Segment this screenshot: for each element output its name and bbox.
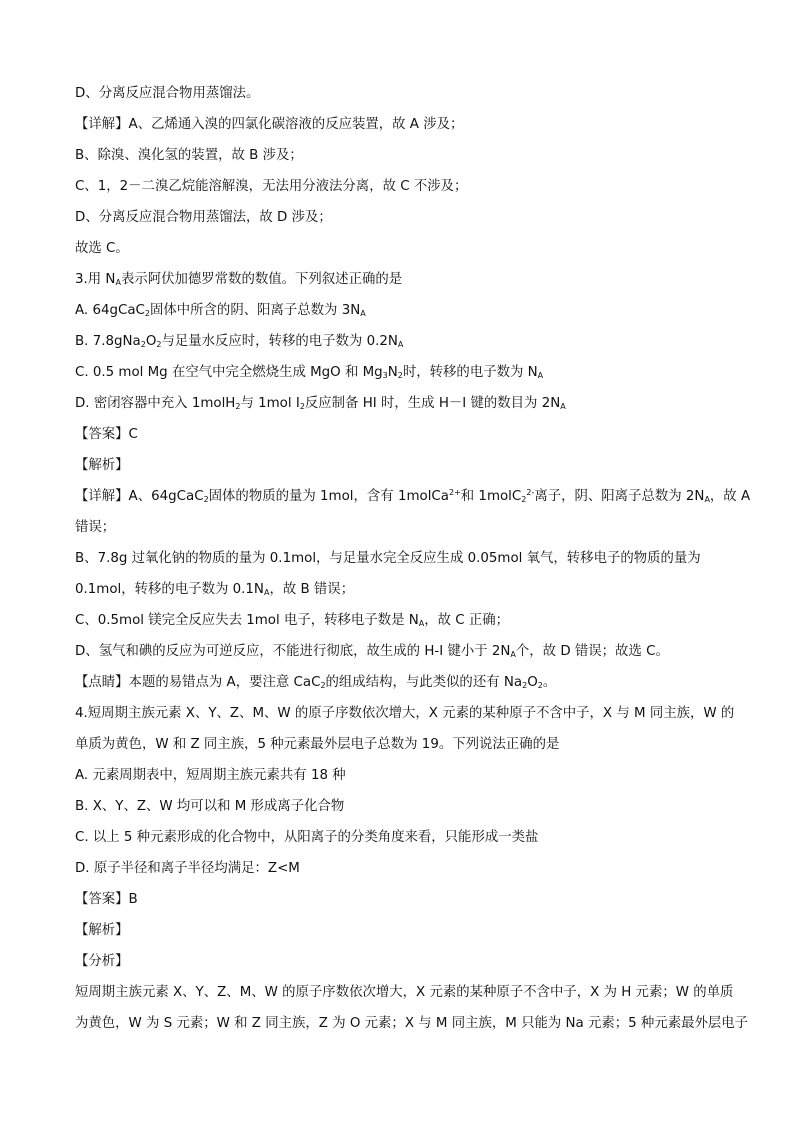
- q3-option-a-sub: A: [360, 309, 366, 318]
- q3-option-b-text: O: [145, 334, 157, 349]
- q3-option-b-sub: 2: [156, 340, 162, 349]
- q3-detail-a-text: 离子，阴、阳离子总数为 2N: [534, 489, 705, 504]
- q3-option-c: [75, 364, 733, 382]
- q3-detail-a-text: 【详解】A、64gCaC: [75, 489, 204, 504]
- q4-fenxi-line1: 短周期主族元素 X、Y、Z、M、W 的原子序数依次增大，X 元素的某种原子不含中子，X 为 H 元素；W 的单质: [75, 985, 734, 1000]
- q4-fenxi-label: 【分析】: [75, 954, 129, 969]
- q3-option-a-sub: 2: [144, 309, 150, 318]
- q3-detail-b-text: 0.1mol，转移的电子数为 0.1N: [75, 582, 264, 597]
- q3-detail-a-line2: 错误；: [75, 520, 116, 535]
- q3-option-c-sub: A: [537, 371, 544, 380]
- q3-tip-text: 的组成结构，与此类似的还有 Na: [325, 675, 523, 690]
- q3-tip-sub: 2: [522, 681, 528, 690]
- q3-detail-a-sup: 2-: [526, 488, 535, 497]
- q4-fenxi-line2: 为黄色，W 为 S 元素；W 和 Z 同主族，Z 为 O 元素；X 与 M 同主族，M 只能为 Na 元素；5 种元素最外层电子: [75, 1016, 749, 1031]
- q2-detail-d: D、分离反应混合物用蒸馏法，故 D 涉及；: [75, 210, 332, 225]
- q3-tip-sub: 2: [537, 681, 543, 690]
- q2-detail-a: 【详解】A、乙烯通入溴的四氯化碳溶液的反应装置，故 A 涉及；: [75, 117, 464, 132]
- q3-detail-a-sup: 2+: [448, 488, 461, 497]
- q2-conclusion: 故选 C。: [75, 241, 129, 256]
- q3-detail-d-text: 个，故 D 错误；故选 C。: [515, 644, 669, 659]
- q4-stem-line1: 4.短周期主族元素 X、Y、Z、M、W 的原子序数依次增大，X 元素的某种原子不含中子，X 与 M 同主族，W 的: [75, 706, 735, 721]
- q3-option-d-sub: 2: [235, 402, 241, 411]
- q3-option-a: [75, 302, 733, 320]
- q3-detail-a-sub: 2: [521, 495, 527, 504]
- q3-detail-d-sub: A: [510, 650, 516, 659]
- q3-stem-sub: A: [115, 278, 121, 287]
- q3-option-d-sub: A: [560, 402, 566, 411]
- q3-option-b-sub: A: [397, 340, 404, 349]
- q3-detail-b-line2: [75, 581, 733, 599]
- q3-option-a-text: A. 64gCaC: [75, 303, 145, 318]
- q3-detail-a-sub: 2: [203, 495, 209, 504]
- q3-stem: [75, 271, 733, 289]
- q3-detail-b-sub: A: [263, 588, 270, 597]
- q3-option-a-text: 固体中所含的阴、阳离子总数为 3N: [149, 303, 361, 318]
- q3-detail-c-text: ，故 C 正确；: [424, 613, 510, 628]
- q3-detail-a-text: ，故 A: [709, 489, 751, 504]
- q4-analysis-label: 【解析】: [75, 923, 129, 938]
- q3-tip-sub: 2: [320, 681, 326, 690]
- q3-option-d-sub: 2: [299, 402, 305, 411]
- q3-option-d-text: 与 1mol I: [240, 396, 300, 411]
- q4-option-a: A. 元素周期表中，短周期主族元素共有 18 种: [75, 768, 346, 783]
- q4-option-d: D. 原子半径和离子半径均满足：Z<M: [75, 861, 300, 876]
- q3-tip-text: O: [527, 675, 538, 690]
- q3-detail-a-line1: [75, 488, 751, 506]
- q3-option-c-text: C. 0.5 mol Mg 在空气中完全燃烧生成 MgO 和 Mg: [75, 365, 383, 380]
- q3-tip-text: 。: [542, 675, 557, 690]
- q3-option-d-text: D. 密闭容器中充入 1molH: [75, 396, 236, 411]
- q3-option-d-text: 反应制备 HI 时，生成 H－I 键的数目为 2N: [304, 396, 561, 411]
- q3-detail-a-text: 固体的物质的量为 1mol，含有 1molCa: [208, 489, 449, 504]
- q3-detail-a-sub: A: [704, 495, 710, 504]
- q3-option-b-text: 与足量水反应时，转移的电子数为 0.2N: [161, 334, 398, 349]
- q4-stem-line2: 单质为黄色，W 和 Z 同主族，5 种元素最外层电子总数为 19。下列说法正确的是: [75, 737, 560, 752]
- q4-option-c: C. 以上 5 种元素形成的化合物中，从阳离子的分类角度来看，只能形成一类盐: [75, 830, 539, 845]
- q3-detail-b-line1: B、7.8g 过氧化钠的物质的量为 0.1mol，与足量水完全反应生成 0.05mol 氧气，转移电子的物质的量为: [75, 551, 701, 566]
- q3-analysis-label: 【解析】: [75, 458, 129, 473]
- q3-option-d: [75, 395, 733, 413]
- q3-detail-c-sub: A: [418, 619, 425, 628]
- q3-stem-text: 3.用 N: [75, 272, 116, 287]
- q3-option-c-sub: 2: [397, 371, 403, 380]
- q3-option-c-text: N: [387, 365, 398, 380]
- q3-option-b: [75, 333, 733, 351]
- q3-option-c-sub: 3: [382, 371, 388, 380]
- q2-detail-c: C、1，2－二溴乙烷能溶解溴，无法用分液法分离，故 C 不涉及；: [75, 179, 468, 194]
- q4-option-b: B. X、Y、Z、W 均可以和 M 形成离子化合物: [75, 799, 345, 814]
- q3-detail-c: [75, 612, 733, 630]
- q3-option-b-sub: 2: [140, 340, 146, 349]
- q3-detail-c-text: C、0.5mol 镁完全反应失去 1mol 电子，转移电子数是 N: [75, 613, 419, 628]
- q3-detail-d: [75, 643, 733, 661]
- q2-detail-b: B、除溴、溴化氢的装置，故 B 涉及；: [75, 148, 303, 163]
- q3-detail-b-text: ，故 B 错误；: [269, 582, 355, 597]
- q2-option-d: D、分离反应混合物用蒸馏法。: [75, 86, 260, 101]
- q3-option-c-text: 时，转移的电子数为 N: [402, 365, 538, 380]
- q3-stem-text: 表示阿伏加德罗常数的数值。下列叙述正确的是: [120, 272, 403, 287]
- q3-tip: [75, 674, 733, 692]
- q4-answer: 【答案】B: [75, 892, 138, 907]
- q3-option-b-text: B. 7.8gNa: [75, 334, 141, 349]
- q3-detail-d-text: D、氢气和碘的反应为可逆反应，不能进行彻底，故生成的 H-I 键小于 2N: [75, 644, 511, 659]
- q3-detail-a-text: 和 1molC: [460, 489, 522, 504]
- q3-tip-text: 【点睛】本题的易错点为 A，要注意 CaC: [75, 675, 321, 690]
- q3-answer: 【答案】C: [75, 427, 138, 442]
